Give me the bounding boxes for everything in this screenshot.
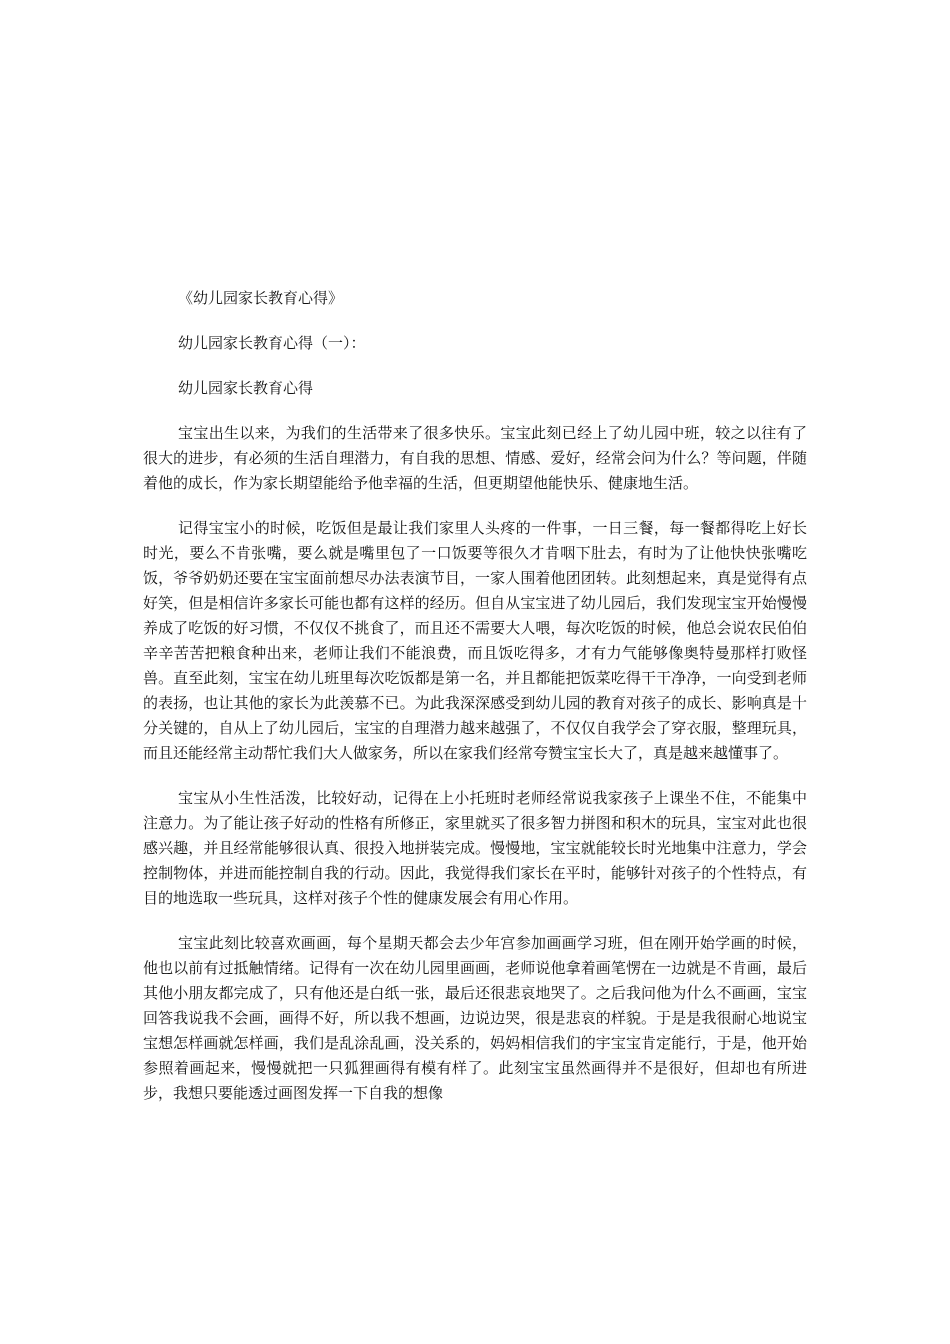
paragraph-4: 宝宝此刻比较喜欢画画，每个星期天都会去少年宫参加画画学习班，但在刚开始学画的时候，他也以前有过抵触情绪。记得有一次在幼儿园里画画，老师说他拿着画笔愣在一边就是不肯画，最后其他小朋友都完成了，只有他还是白纸一张，最后还很悲哀地哭了。之后我问他为什么不画画，宝宝回答我说我不会画，画得不好，所以我不想画，边说边哭，很是悲哀的样貌。于是是我很耐心地说宝宝想怎样画就怎样画，我们是乱涂乱画，没关系的，妈妈相信我们的宇宝宝肯定能行，于是，他开始参照着画起来，慢慢就把一只狐狸画得有模有样了。此刻宝宝虽然画得并不是很好，但却也有所进步，我想只要能透过画图发挥一下自我的想像 xyxy=(143,934,807,1102)
paragraph-3: 宝宝从小生性活泼，比较好动，记得在上小托班时老师经常说我家孩子上课坐不住，不能集中注意力。为了能让孩子好动的性格有所修正，家里就买了很多智力拼图和积木的玩具，宝宝对此也很感兴趣，并且经常能够很认真、很投入地拼装完成。慢慢地，宝宝就能较长时光地集中注意力，学会控制物体，并进而能控制自我的行动。因此，我觉得我们家长在平时，能够针对孩子的个性特点，有目的地选取一些玩具，这样对孩子个性的健康发展会有用心作用。 xyxy=(143,789,807,907)
section-title: 幼儿园家长教育心得（一）： xyxy=(178,334,366,352)
paragraph-1: 宝宝出生以来，为我们的生活带来了很多快乐。宝宝此刻已经上了幼儿园中班，较之以往有了很大的进步，有必须的生活自理潜力，有自我的思想、情感、爱好，经常会问为什么？等问题，伴随着他的成长，作为家长期望能给予他幸福的生活，但更期望他能快乐、健康地生活。 xyxy=(143,424,807,492)
document-title: 《幼儿园家长教育心得》 xyxy=(178,289,344,307)
document-body xyxy=(143,286,807,1126)
paragraph-2: 记得宝宝小的时候，吃饭但是最让我们家里人头疼的一件事，一日三餐，每一餐都得吃上好长时光，要么不肯张嘴，要么就是嘴里包了一口饭要等很久才肯咽下肚去，有时为了让他快快张嘴吃饭，爷爷奶奶还要在宝宝面前想尽办法表演节目，一家人围着他团团转。此刻想起来，真是觉得有点好笑，但是相信许多家长可能也都有这样的经历。但自从宝宝进了幼儿园后，我们发现宝宝开始慢慢养成了吃饭的好习惯，不仅仅不挑食了，而且还不需要大人喂，每次吃饭的时候，他总会说农民伯伯辛辛苦苦把粮食种出来，老师让我们不能浪费，而且饭吃得多，才有力气能够像奥特曼那样打败怪兽。直至此刻，宝宝在幼儿班里每次吃饭都是第一名，并且都能把饭菜吃得干干净净，一向受到老师的表扬，也让其他的家长为此羡慕不已。为此我深深感受到幼儿园的教育对孩子的成长、影响真是十分关键的，自从上了幼儿园后，宝宝的自理潜力越来越强了，不仅仅自我学会了穿衣服，整理玩具，而且还能经常主动帮忙我们大人做家务，所以在家我们经常夸赞宝宝长大了，真是越来越懂事了。 xyxy=(143,519,807,762)
section-subtitle: 幼儿园家长教育心得 xyxy=(178,379,314,397)
